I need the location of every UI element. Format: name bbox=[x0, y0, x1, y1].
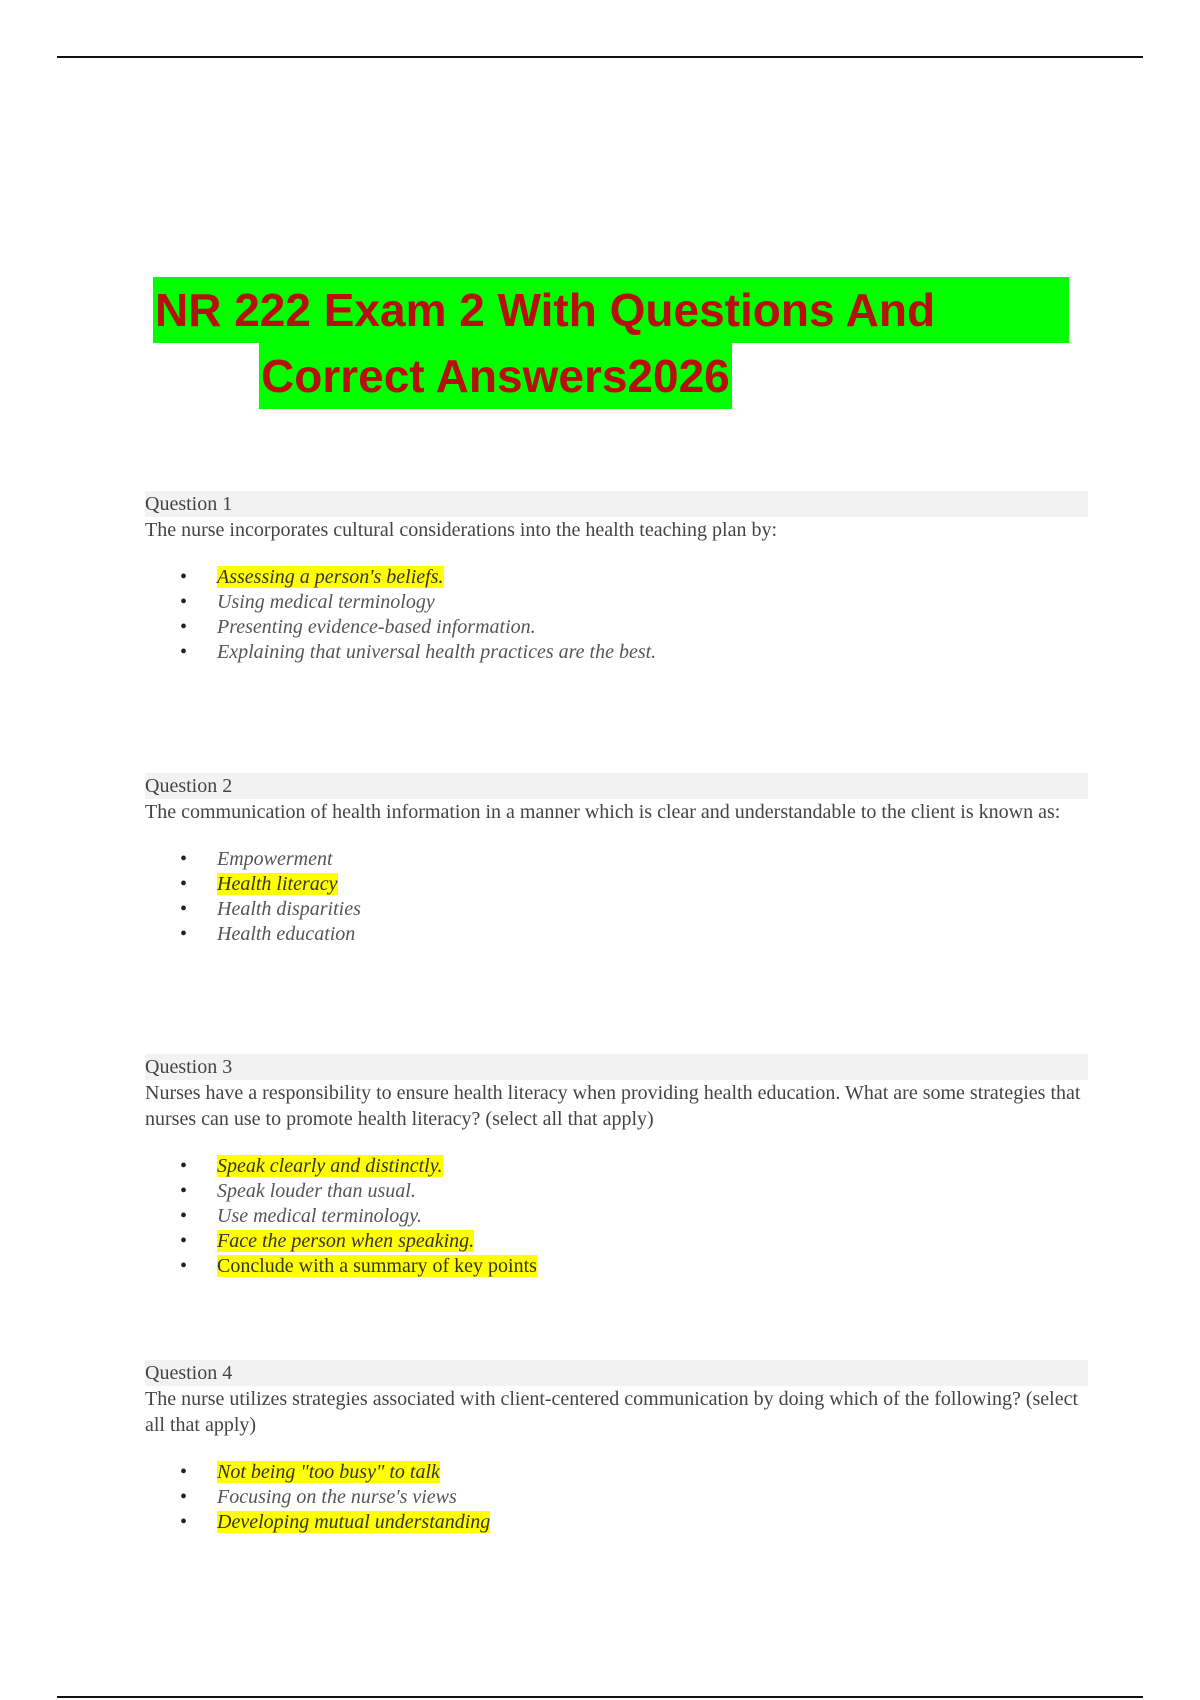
answer-text: Health disparities bbox=[217, 898, 361, 920]
answer-options bbox=[145, 565, 1088, 665]
bullet-icon: • bbox=[180, 898, 188, 920]
bullet-icon: • bbox=[180, 1205, 188, 1227]
answer-option bbox=[145, 1485, 1088, 1510]
title-line-2: Correct Answers2026 bbox=[259, 343, 732, 409]
answer-text: Using medical terminology bbox=[217, 591, 435, 613]
question-text: The communication of health information in a manner which is clear and understandable to the client is known as: bbox=[145, 801, 1061, 823]
answer-text-correct: Developing mutual understanding bbox=[217, 1511, 491, 1533]
question-label: Question 1 bbox=[145, 491, 1088, 517]
bullet-icon: • bbox=[180, 1461, 188, 1483]
answer-text-correct: Assessing a person's beliefs. bbox=[217, 566, 444, 588]
bullet-icon: • bbox=[180, 591, 188, 613]
answer-option bbox=[145, 640, 1088, 665]
answer-text: Explaining that universal health practices are the best. bbox=[217, 641, 657, 663]
question-label: Question 4 bbox=[145, 1360, 1088, 1386]
answer-text: Use medical terminology. bbox=[217, 1205, 422, 1227]
question-1 bbox=[145, 491, 1088, 665]
answer-option bbox=[145, 1510, 1088, 1535]
answer-option bbox=[145, 1204, 1088, 1229]
question-2 bbox=[145, 773, 1088, 947]
answer-option bbox=[145, 615, 1088, 640]
answer-options bbox=[145, 1460, 1088, 1535]
question-text: The nurse incorporates cultural considerations into the health teaching plan by: bbox=[145, 519, 778, 541]
top-rule bbox=[57, 56, 1143, 58]
answer-option bbox=[145, 1154, 1088, 1179]
answer-option bbox=[145, 1229, 1088, 1254]
answer-option bbox=[145, 1254, 1088, 1279]
question-4 bbox=[145, 1360, 1088, 1535]
answer-option bbox=[145, 922, 1088, 947]
answer-option bbox=[145, 872, 1088, 897]
answer-option bbox=[145, 1179, 1088, 1204]
question-3 bbox=[145, 1054, 1088, 1279]
bullet-icon: • bbox=[180, 848, 188, 870]
question-label: Question 2 bbox=[145, 773, 1088, 799]
answer-options bbox=[145, 847, 1088, 947]
bullet-icon: • bbox=[180, 1180, 188, 1202]
bullet-icon: • bbox=[180, 1486, 188, 1508]
answer-text-correct: Face the person when speaking. bbox=[217, 1230, 475, 1252]
bullet-icon: • bbox=[180, 616, 188, 638]
bullet-icon: • bbox=[180, 641, 188, 663]
answer-text-correct: Health literacy bbox=[217, 873, 338, 895]
bottom-rule bbox=[57, 1696, 1143, 1698]
answer-options bbox=[145, 1154, 1088, 1279]
answer-text: Focusing on the nurse's views bbox=[217, 1486, 457, 1508]
answer-text: Health education bbox=[217, 923, 356, 945]
bullet-icon: • bbox=[180, 1155, 188, 1177]
question-text: The nurse utilizes strategies associated with client-centered communication by doing which of the following? (select all that apply) bbox=[145, 1388, 1079, 1436]
bullet-icon: • bbox=[180, 566, 188, 588]
title-line-1: NR 222 Exam 2 With Questions And bbox=[153, 277, 1069, 343]
bullet-icon: • bbox=[180, 923, 188, 945]
answer-text: Presenting evidence-based information. bbox=[217, 616, 536, 638]
question-text: Nurses have a responsibility to ensure health literacy when providing health education. What are some strategies that nurses can use to promote health literacy? (select all that apply) bbox=[145, 1082, 1081, 1130]
answer-text-correct: Speak clearly and distinctly. bbox=[217, 1155, 443, 1177]
bullet-icon: • bbox=[180, 1255, 188, 1277]
answer-option bbox=[145, 565, 1088, 590]
question-label: Question 3 bbox=[145, 1054, 1088, 1080]
answer-text: Speak louder than usual. bbox=[217, 1180, 416, 1202]
answer-option bbox=[145, 847, 1088, 872]
answer-option bbox=[145, 1460, 1088, 1485]
bullet-icon: • bbox=[180, 873, 188, 895]
answer-text-correct: Not being "too busy" to talk bbox=[217, 1461, 440, 1483]
bullet-icon: • bbox=[180, 1511, 188, 1533]
answer-text-correct: Conclude with a summary of key points bbox=[217, 1255, 537, 1277]
answer-option bbox=[145, 590, 1088, 615]
answer-text: Empowerment bbox=[217, 848, 333, 870]
bullet-icon: • bbox=[180, 1230, 188, 1252]
answer-option bbox=[145, 897, 1088, 922]
